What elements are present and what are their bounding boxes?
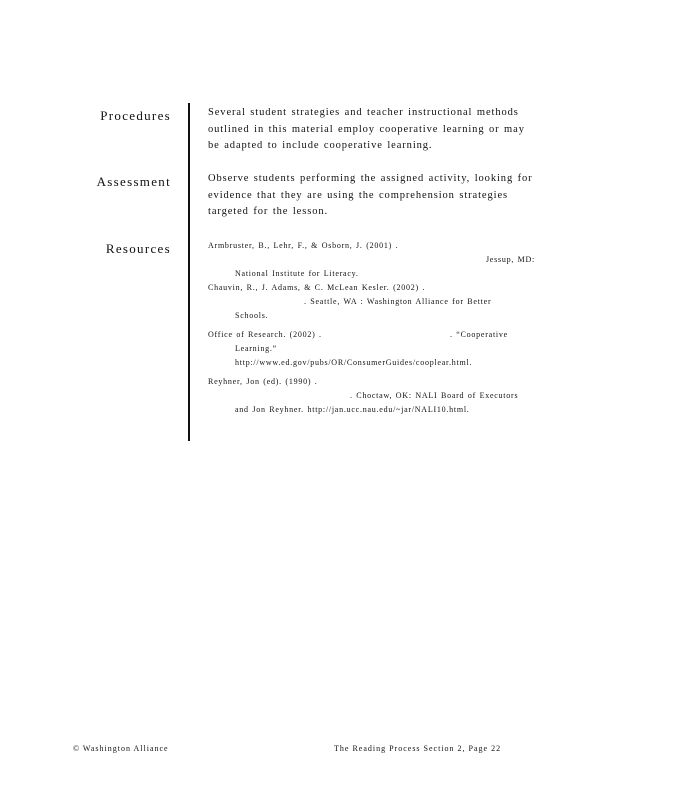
procedures-line: Several student strategies and teacher instructional methods: [208, 107, 519, 118]
reference-line: Learning.”: [235, 344, 277, 353]
reference-entry: [208, 328, 543, 370]
reference-entry: [208, 239, 543, 281]
procedures-line: be adapted to include cooperative learning.: [208, 140, 433, 151]
reference-line: Schools.: [235, 311, 269, 320]
footer-copyright: © Washington Alliance: [73, 744, 169, 753]
reference-line: . Seattle, WA : Washington Alliance for Better: [304, 297, 492, 306]
reference-line: . Choctaw, OK: NALI Board of Executors: [350, 391, 519, 400]
assessment-line: Observe students performing the assigned activity, looking for: [208, 173, 533, 184]
reference-line: Armbruster, B., Lehr, F., & Osborn, J. (2001) .: [208, 241, 399, 250]
section-label-resources: Resources: [105, 241, 171, 256]
assessment-line: targeted for the lesson.: [208, 206, 329, 217]
reference-line: National Institute for Literacy.: [235, 269, 359, 278]
vertical-divider: [188, 103, 190, 441]
section-label-assessment: Assessment: [96, 174, 171, 189]
procedures-line: outlined in this material employ cooperative learning or may: [208, 123, 525, 135]
reference-link: http://www.ed.gov/pubs/OR/ConsumerGuides/cooplear.html.: [235, 358, 473, 367]
assessment-text: [208, 171, 553, 221]
reference-link: and Jon Reyhner. http://jan.ucc.nau.edu/~jar/NALI10.html.: [235, 405, 470, 414]
reference-title: . “Cooperative: [450, 330, 508, 339]
reference-entry: [208, 281, 543, 323]
reference-line: Reyhner, Jon (ed). (1990) .: [208, 377, 318, 386]
reference-entry: [208, 375, 543, 417]
reference-line: Jessup, MD:: [485, 255, 535, 264]
resources-list: [208, 239, 543, 417]
reference-line: Chauvin, R., J. Adams, & C. McLean Kesler. (2002) .: [208, 283, 426, 292]
section-label-procedures: Procedures: [100, 108, 171, 123]
reference-line: [208, 328, 543, 342]
procedures-text: [208, 105, 553, 155]
footer-page-info: The Reading Process Section 2, Page 22: [334, 744, 502, 753]
reference-author: Office of Research. (2002) .: [208, 330, 322, 339]
assessment-line: evidence that they are using the comprehension strategies: [208, 189, 509, 201]
